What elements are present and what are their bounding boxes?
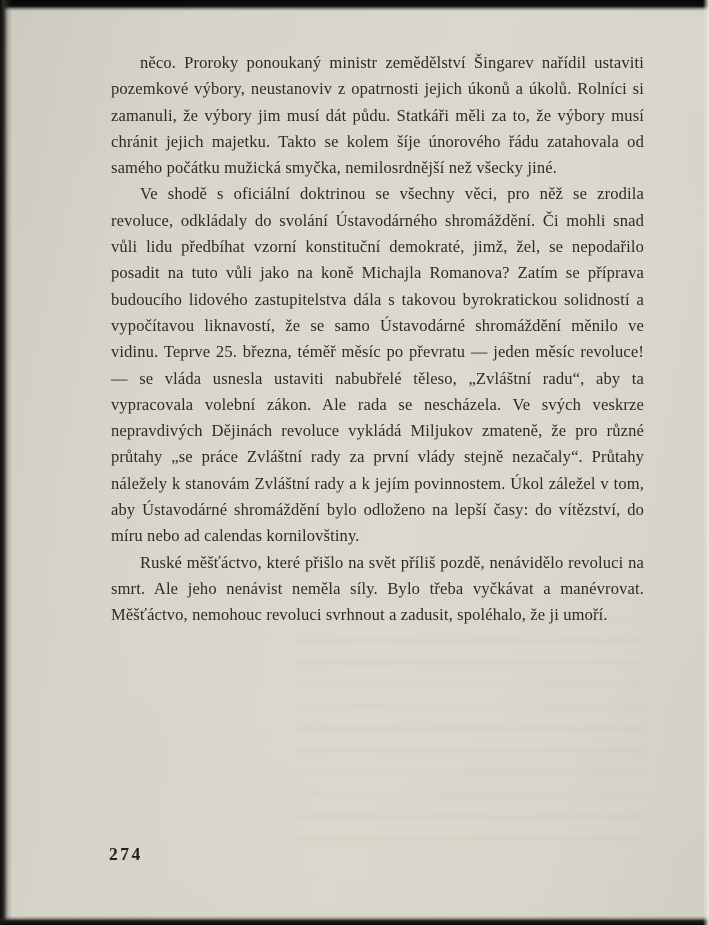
scan-edge-right xyxy=(703,0,709,925)
scan-edge-top xyxy=(0,0,709,11)
paragraph-3: Ruské měšťáctvo, které přišlo na svět příliš pozdě, nenávidělo revoluci na smrt. Ale jeho nenávist neměla síly. Bylo třeba vyčkávat a manévrovat. Měšťáctvo, nemohouc revoluci svrhnout a zadusit, spoléhalo, že ji umoří. xyxy=(111,552,644,625)
paragraph-2: Ve shodě s oficiální doktrinou se všechny věci, pro něž se zrodila revoluce, odkládaly do svolání Ústavodárného shromáždění. Či mohli snad vůli lidu předbíhat vzorní konstituční demokraté, jimž, žel, se nepodařilo posadit na tuto vůli jako na koně Michajla Romanova? Zatím se příprava budoucího lidového zastupitelstva dála s takovou byrokratickou solidností a vypočítavou liknavostí, že se samo Ústavodárné shromáždění měnilo ve vidinu. Teprve 25. března, téměř měsíc po převratu — jeden měsíc revoluce! — se vláda usnesla ustaviti nabubřelé těleso, „Zvláštní radu“, aby ta vypracovala volební zákon. Ale rada se nescházela. Ve svých veskrze nepravdivých Dějinách revoluce vykládá Miljukov zmateně, že pro různé průtahy „se práce Zvláštní rady za první vlády stejně nezačaly“. Průtahy náležely k stanovám Zvláštní rady a k jejím povinnostem. Úkol záležel v tom, aby Ústavodárné shromáždění bylo odloženo na lepší časy: do vítězství, do míru nebo ad calendas kornilovštiny. xyxy=(111,184,644,546)
page-number: 274 xyxy=(109,844,143,864)
paragraph-1: něco. Proroky ponoukaný ministr zemědělství Šingarev nařídil ustaviti pozemkové výbory, neustanoviv z opatrnosti jejich úkonů a úkolů. Rolníci si zamanuli, že výbory jim musí dát půdu. Statkáři měli za to, že výbory musí chránit jejich majetku. Takto se kolem šíje únorového řádu zatahovala od samého počátku mužická smyčka, nemilosrdnější než všecky jiné. xyxy=(111,53,644,178)
reverse-side-show-through xyxy=(295,595,645,840)
scan-edge-bottom xyxy=(0,916,709,925)
scan-edge-left xyxy=(0,0,12,925)
page-text-block xyxy=(111,50,644,629)
